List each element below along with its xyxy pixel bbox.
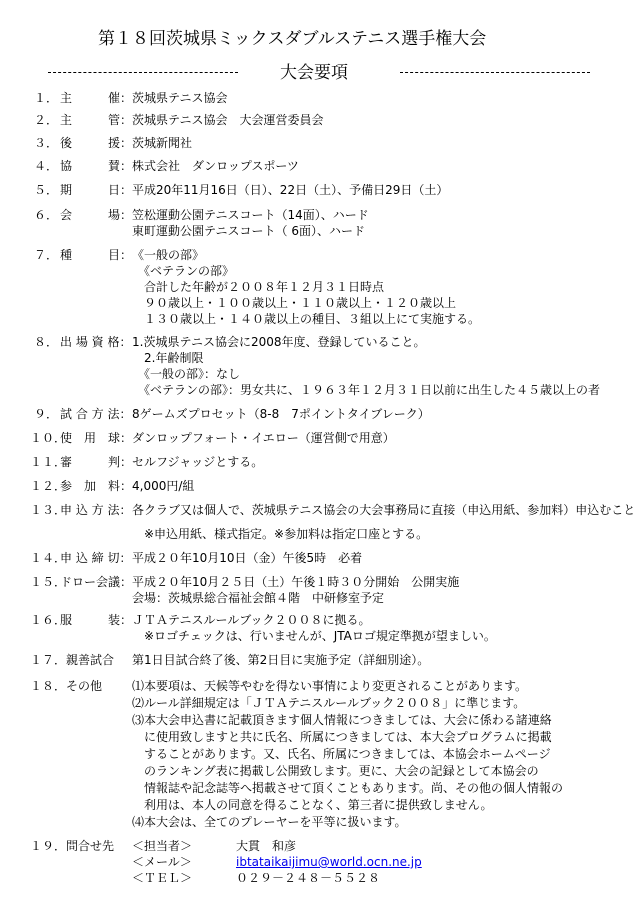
item-label: 協 賛：: [60, 159, 133, 173]
item-number: ８．: [34, 335, 59, 349]
item-value: 東町運動公園テニスコート（ 6面）、ハード: [132, 224, 365, 238]
item-value: 合計した年齢が２００８年１２月３１日時点: [132, 280, 385, 294]
item-label: 主 催：: [60, 91, 133, 105]
item-value: ※ロゴチェックは、行いませんが、JTAロゴ規定準拠が望ましい。: [132, 629, 496, 643]
item-number: ３．: [34, 136, 59, 150]
item-label: 審 判：: [60, 455, 133, 469]
item-label: 主 管：: [60, 113, 133, 127]
item-label: 問合せ先: [66, 839, 115, 853]
item-value: 各クラブ又は個人で、茨城県テニス協会の大会事務局に直接（申込用紙、参加料）申込むこと: [132, 503, 636, 517]
item-value: 4,000円/組: [132, 479, 195, 493]
item-value: 《一般の部》: [132, 248, 205, 262]
item-value: 8ゲームズプロセット（8-8 7ポイントタイブレーク）: [132, 407, 430, 421]
item-number: １８．: [30, 679, 67, 693]
item-value: ９０歳以上・１００歳以上・１１０歳以上・１２０歳以上: [132, 296, 457, 310]
item-label: 申 込 締 切：: [60, 551, 132, 565]
document-title: 第１８回茨城県ミックスダブルステニス選手権大会: [98, 29, 487, 49]
item-value: ダンロップフォート・イエロー（運営側で用意）: [132, 431, 395, 445]
contact-person-value: 大貫 和彦: [236, 839, 297, 853]
right-dash-rule: [400, 72, 590, 73]
contact-person-key: ＜担当者＞: [132, 839, 193, 853]
item-label: 親善試合: [66, 653, 115, 667]
item-number: １．: [34, 91, 59, 105]
item-value: 《ベテランの部》: [132, 264, 235, 278]
item-value: ⑴本要項は、天候等やむを得ない事情により変更されることがあります。: [132, 679, 528, 693]
item-label: 試 合 方 法：: [60, 407, 132, 421]
document-subtitle: 大会要項: [280, 63, 348, 83]
item-value: 笠松運動公園テニスコート（14面）、ハード: [132, 208, 369, 222]
item-number: １５．: [30, 575, 67, 589]
contact-phone-key: ＜ＴＥＬ＞: [132, 871, 193, 885]
item-value: 平成２０年10月10日（金）午後5時 必着: [132, 551, 363, 565]
item-label: 後 援：: [60, 136, 133, 150]
item-label: 出 場 資 格：: [60, 335, 132, 349]
item-label: 服 装：: [60, 613, 133, 627]
item-value: 茨城県テニス協会 大会運営委員会: [132, 113, 324, 127]
contact-email-key: ＜メール＞: [132, 855, 192, 869]
item-value: 1.茨城県テニス協会に2008年度、登録していること。: [132, 335, 426, 349]
item-value: 会場：茨城県総合福祉会館４階 中研修室予定: [132, 591, 385, 605]
contact-phone-value: ０２９－２４８－５５２８: [236, 871, 381, 885]
contact-email-link[interactable]: ibtataikaijimu@world.ocn.ne.jp: [236, 855, 422, 869]
item-label: ドロー会議：: [60, 575, 133, 589]
item-value: 利用は、本人の同意を得ることなく、第三者に提供致しません。: [132, 798, 493, 812]
item-value: 第1日目試合終了後、第2日目に実施予定（詳細別途）。: [132, 653, 430, 667]
item-value: のランキング表に掲載し公開致します。更に、大会の記録として本協会の: [132, 764, 539, 778]
item-label: 使 用 球：: [60, 431, 133, 445]
item-value: ⑶本大会申込書に記載頂きます個人情報につきましては、大会に係わる諸連絡: [132, 713, 552, 727]
item-number: １２．: [30, 479, 67, 493]
item-label: 種 目：: [60, 248, 133, 262]
item-label: 期 日：: [60, 183, 133, 197]
left-dash-rule: [48, 72, 238, 73]
item-label: 参 加 料：: [60, 479, 133, 493]
item-number: １１．: [30, 455, 67, 469]
item-label: その他: [66, 679, 103, 693]
item-number: ２．: [34, 113, 59, 127]
item-value: ⑵ルール詳細規定は「ＪＴＡテニスルールブック２００８」に準じます。: [132, 696, 526, 710]
item-number: ７．: [34, 248, 59, 262]
item-number: ９．: [34, 407, 59, 421]
item-number: ５．: [34, 183, 59, 197]
item-value: することがあります。又、氏名、所属につきましては、本協会ホームページ: [132, 747, 551, 761]
item-number: １９．: [30, 839, 67, 853]
item-number: ４．: [34, 159, 59, 173]
item-value: ⑷本大会は、全てのプレーヤーを平等に扱います。: [132, 815, 407, 829]
item-value: セルフジャッジとする。: [132, 455, 264, 469]
item-number: １０．: [30, 431, 67, 445]
item-value: 株式会社 ダンロップスポーツ: [132, 159, 299, 173]
item-number: １６．: [30, 613, 67, 627]
item-value: 茨城新聞社: [132, 136, 193, 150]
item-value: 《ベテランの部》：男女共に、１９６３年１２月３１日以前に出生した４５歳以上の者: [132, 383, 601, 397]
item-value: 平成２０年10月２５日（土）午後１時３０分開始 公開実施: [132, 575, 460, 589]
item-number: ６．: [34, 208, 59, 222]
item-value: ※申込用紙、様式指定。※参加料は指定口座とする。: [132, 527, 429, 541]
item-value: 2.年齢制限: [132, 351, 204, 365]
item-value: ＪＴＡテニスルールブック２００８に拠る。: [132, 613, 371, 627]
item-value: 平成20年11月16日（日）、22日（土）、予備日29日（土）: [132, 183, 449, 197]
item-number: １４．: [30, 551, 67, 565]
item-value: 《一般の部》：なし: [132, 367, 241, 381]
item-value: に使用致しますと共に氏名、所属につきましては、本大会プログラムに掲載: [132, 730, 552, 744]
item-number: １７．: [30, 653, 67, 667]
item-value: 茨城県テニス協会: [132, 91, 228, 105]
item-label: 申 込 方 法：: [60, 503, 132, 517]
item-number: １３．: [30, 503, 67, 517]
item-value: １３０歳以上・１４０歳以上の種目、３組以上にて実施する。: [132, 312, 481, 326]
item-label: 会 場：: [60, 208, 133, 222]
item-value: 情報誌や記念誌等へ掲載させて頂くこともあります。尚、その他の個人情報の: [132, 781, 564, 795]
